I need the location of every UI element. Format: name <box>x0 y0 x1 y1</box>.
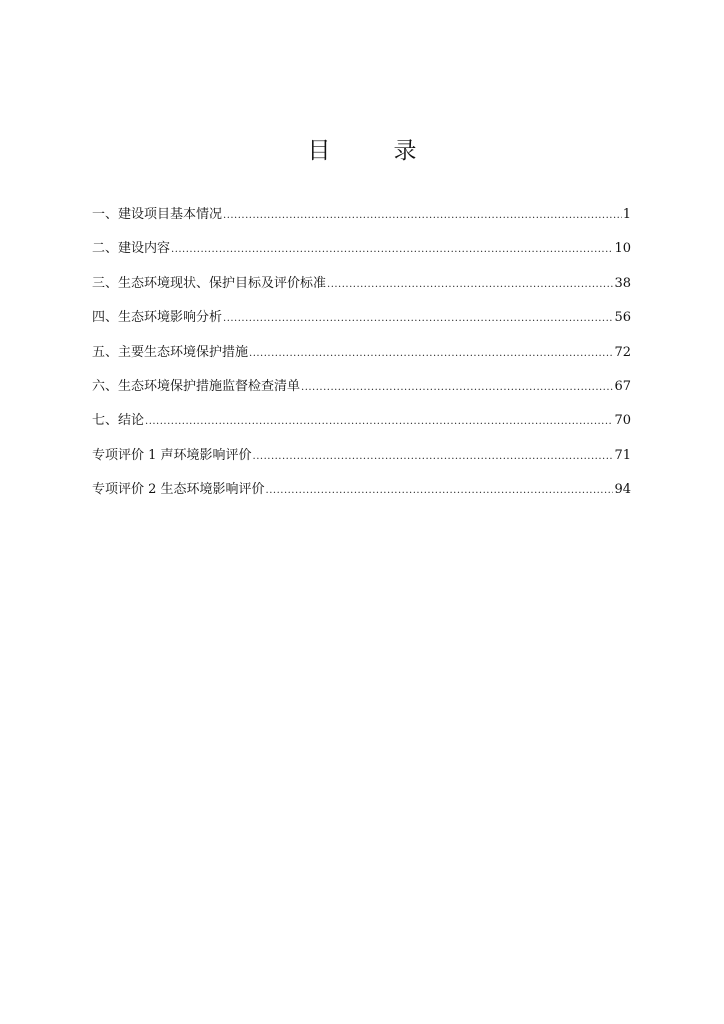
toc-entry-8[interactable] <box>92 444 631 478</box>
toc-entry-label: 七、结论 <box>92 413 145 429</box>
toc-entry-label: 一、建设项目基本情况 <box>92 207 223 222</box>
toc-entry-2[interactable] <box>92 237 631 271</box>
toc-entry-page: 10 <box>614 241 631 257</box>
toc-list <box>92 203 631 513</box>
toc-entry-page: 71 <box>614 447 631 463</box>
toc-dot-leader <box>266 485 614 496</box>
toc-entry-label: 四、生态环境影响分析 <box>92 310 223 326</box>
toc-entry-page: 94 <box>614 482 631 498</box>
toc-entry-page: 70 <box>614 413 631 429</box>
toc-entry-label: 二、建设内容 <box>92 241 171 257</box>
toc-entry-1[interactable] <box>92 203 631 237</box>
toc-entry-label: 六、生态环境保护措施监督检查清单 <box>92 378 301 394</box>
toc-entry-page: 1 <box>622 207 631 222</box>
toc-dot-leader <box>223 210 622 221</box>
toc-entry-6[interactable] <box>92 375 631 409</box>
toc-entry-page: 38 <box>614 275 631 291</box>
toc-entry-label: 五、主要生态环境保护措施 <box>92 344 249 360</box>
toc-dot-leader <box>253 451 614 462</box>
toc-dot-leader <box>301 382 613 393</box>
toc-dot-leader <box>145 416 613 427</box>
toc-dot-leader <box>327 279 613 290</box>
toc-entry-5[interactable] <box>92 341 631 375</box>
toc-entry-3[interactable] <box>92 272 631 306</box>
toc-entry-page: 72 <box>614 344 631 360</box>
toc-dot-leader <box>223 313 613 324</box>
toc-entry-4[interactable] <box>92 306 631 340</box>
toc-entry-page: 67 <box>614 378 631 394</box>
toc-entry-7[interactable] <box>92 409 631 443</box>
toc-dot-leader <box>249 348 613 359</box>
toc-entry-label: 专项评价 2 生态环境影响评价 <box>92 482 265 498</box>
toc-dot-leader <box>171 244 613 255</box>
toc-title: 目 录 <box>307 138 437 164</box>
toc-entry-9[interactable] <box>92 478 631 512</box>
toc-entry-page: 56 <box>614 310 631 326</box>
toc-entry-label: 专项评价 1 声环境影响评价 <box>92 447 252 463</box>
toc-entry-label: 三、生态环境现状、保护目标及评价标准 <box>92 275 327 291</box>
